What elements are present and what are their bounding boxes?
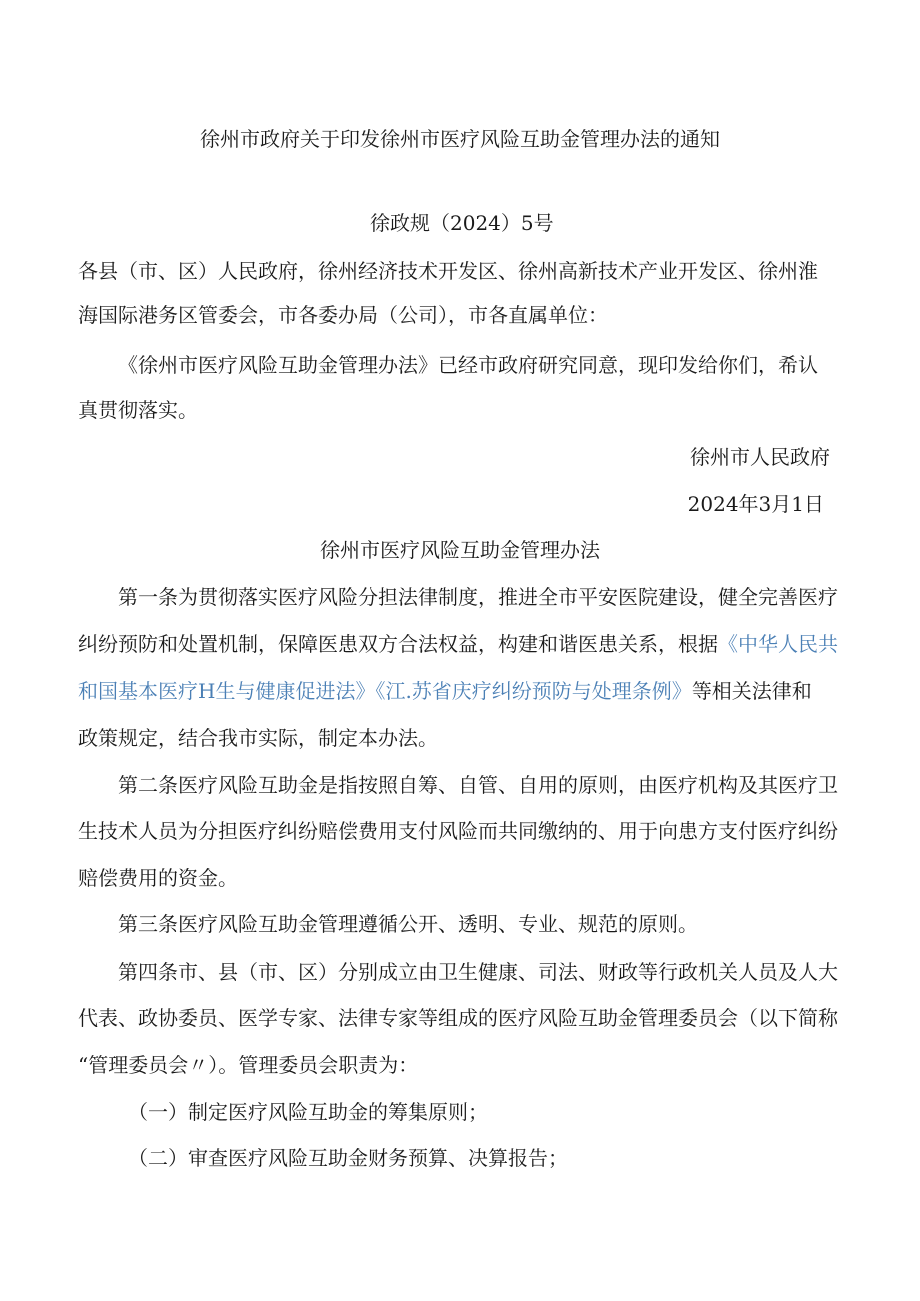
- attachment-title: 徐州市医疗风险互助金管理办法: [320, 538, 600, 562]
- article-4-line-1: 第四条市、县（市、区）分别成立由卫生健康、司法、财政等行政机关人员及人大: [118, 960, 838, 984]
- law-citation-link-2[interactable]: 和国基本医疗H生与健康促进法》《江.苏省庆疗纠纷预防与处理条例》: [78, 679, 692, 703]
- article-1-text-tail: 等相关法律和: [691, 679, 812, 703]
- issuer-signature: 徐州市人民政府: [690, 445, 830, 469]
- article-4-line-3: “管理委员会〃）。管理委员会职责为：: [78, 1053, 419, 1077]
- article-1-line-2: [78, 632, 838, 656]
- recipients-line-2: 海国际港务区管委会，市各委办局（公司），市各直属单位：: [78, 303, 608, 327]
- recipients-line-1: 各县（市、区）人民政府，徐州经济技术开发区、徐州高新技术产业开发区、徐州淮: [78, 259, 818, 283]
- document-number: 徐政规（2024）5号: [370, 211, 554, 235]
- article-1-line-1: 第一条为贯彻落实医疗风险分担法律制度，推进全市平安医院建设，健全完善医疗: [118, 585, 838, 609]
- article-1-text: 纠纷预防和处置机制，保障医患双方合法权益，构建和谐医患关系，根据: [78, 632, 718, 656]
- notice-body-line-1: 《徐州市医疗风险互助金管理办法》已经市政府研究同意，现印发给你们，希认: [118, 353, 818, 377]
- notice-body-line-2: 真贯彻落实。: [78, 398, 198, 422]
- article-1-line-4: 政策规定，结合我市实际，制定本办法。: [78, 726, 438, 750]
- article-4-item-1: （一）制定医疗风险互助金的筹集原则；: [128, 1100, 488, 1124]
- article-2-line-3: 赔偿费用的资金。: [78, 866, 238, 890]
- article-3-line-1: 第三条医疗风险互助金管理遵循公开、透明、专业、规范的原则。: [118, 912, 698, 936]
- article-4-item-2: （二）审查医疗风险互助金财务预算、决算报告；: [128, 1146, 568, 1170]
- article-2-line-1: 第二条医疗风险互助金是指按照自筹、自管、自用的原则，由医疗机构及其医疗卫: [118, 773, 838, 797]
- article-1-line-3: [78, 679, 812, 703]
- document-title: 徐州市政府关于印发徐州市医疗风险互助金管理办法的通知: [200, 127, 720, 151]
- article-4-line-2: 代表、政协委员、医学专家、法律专家等组成的医疗风险互助金管理委员会（以下简称: [78, 1006, 838, 1030]
- law-citation-link-1[interactable]: 《中华人民共: [718, 632, 838, 656]
- article-2-line-2: 生技术人员为分担医疗纠纷赔偿费用支付风险而共同缴纳的、用于向患方支付医疗纠纷: [78, 819, 838, 843]
- issue-date: 2024年3月1日: [687, 492, 824, 516]
